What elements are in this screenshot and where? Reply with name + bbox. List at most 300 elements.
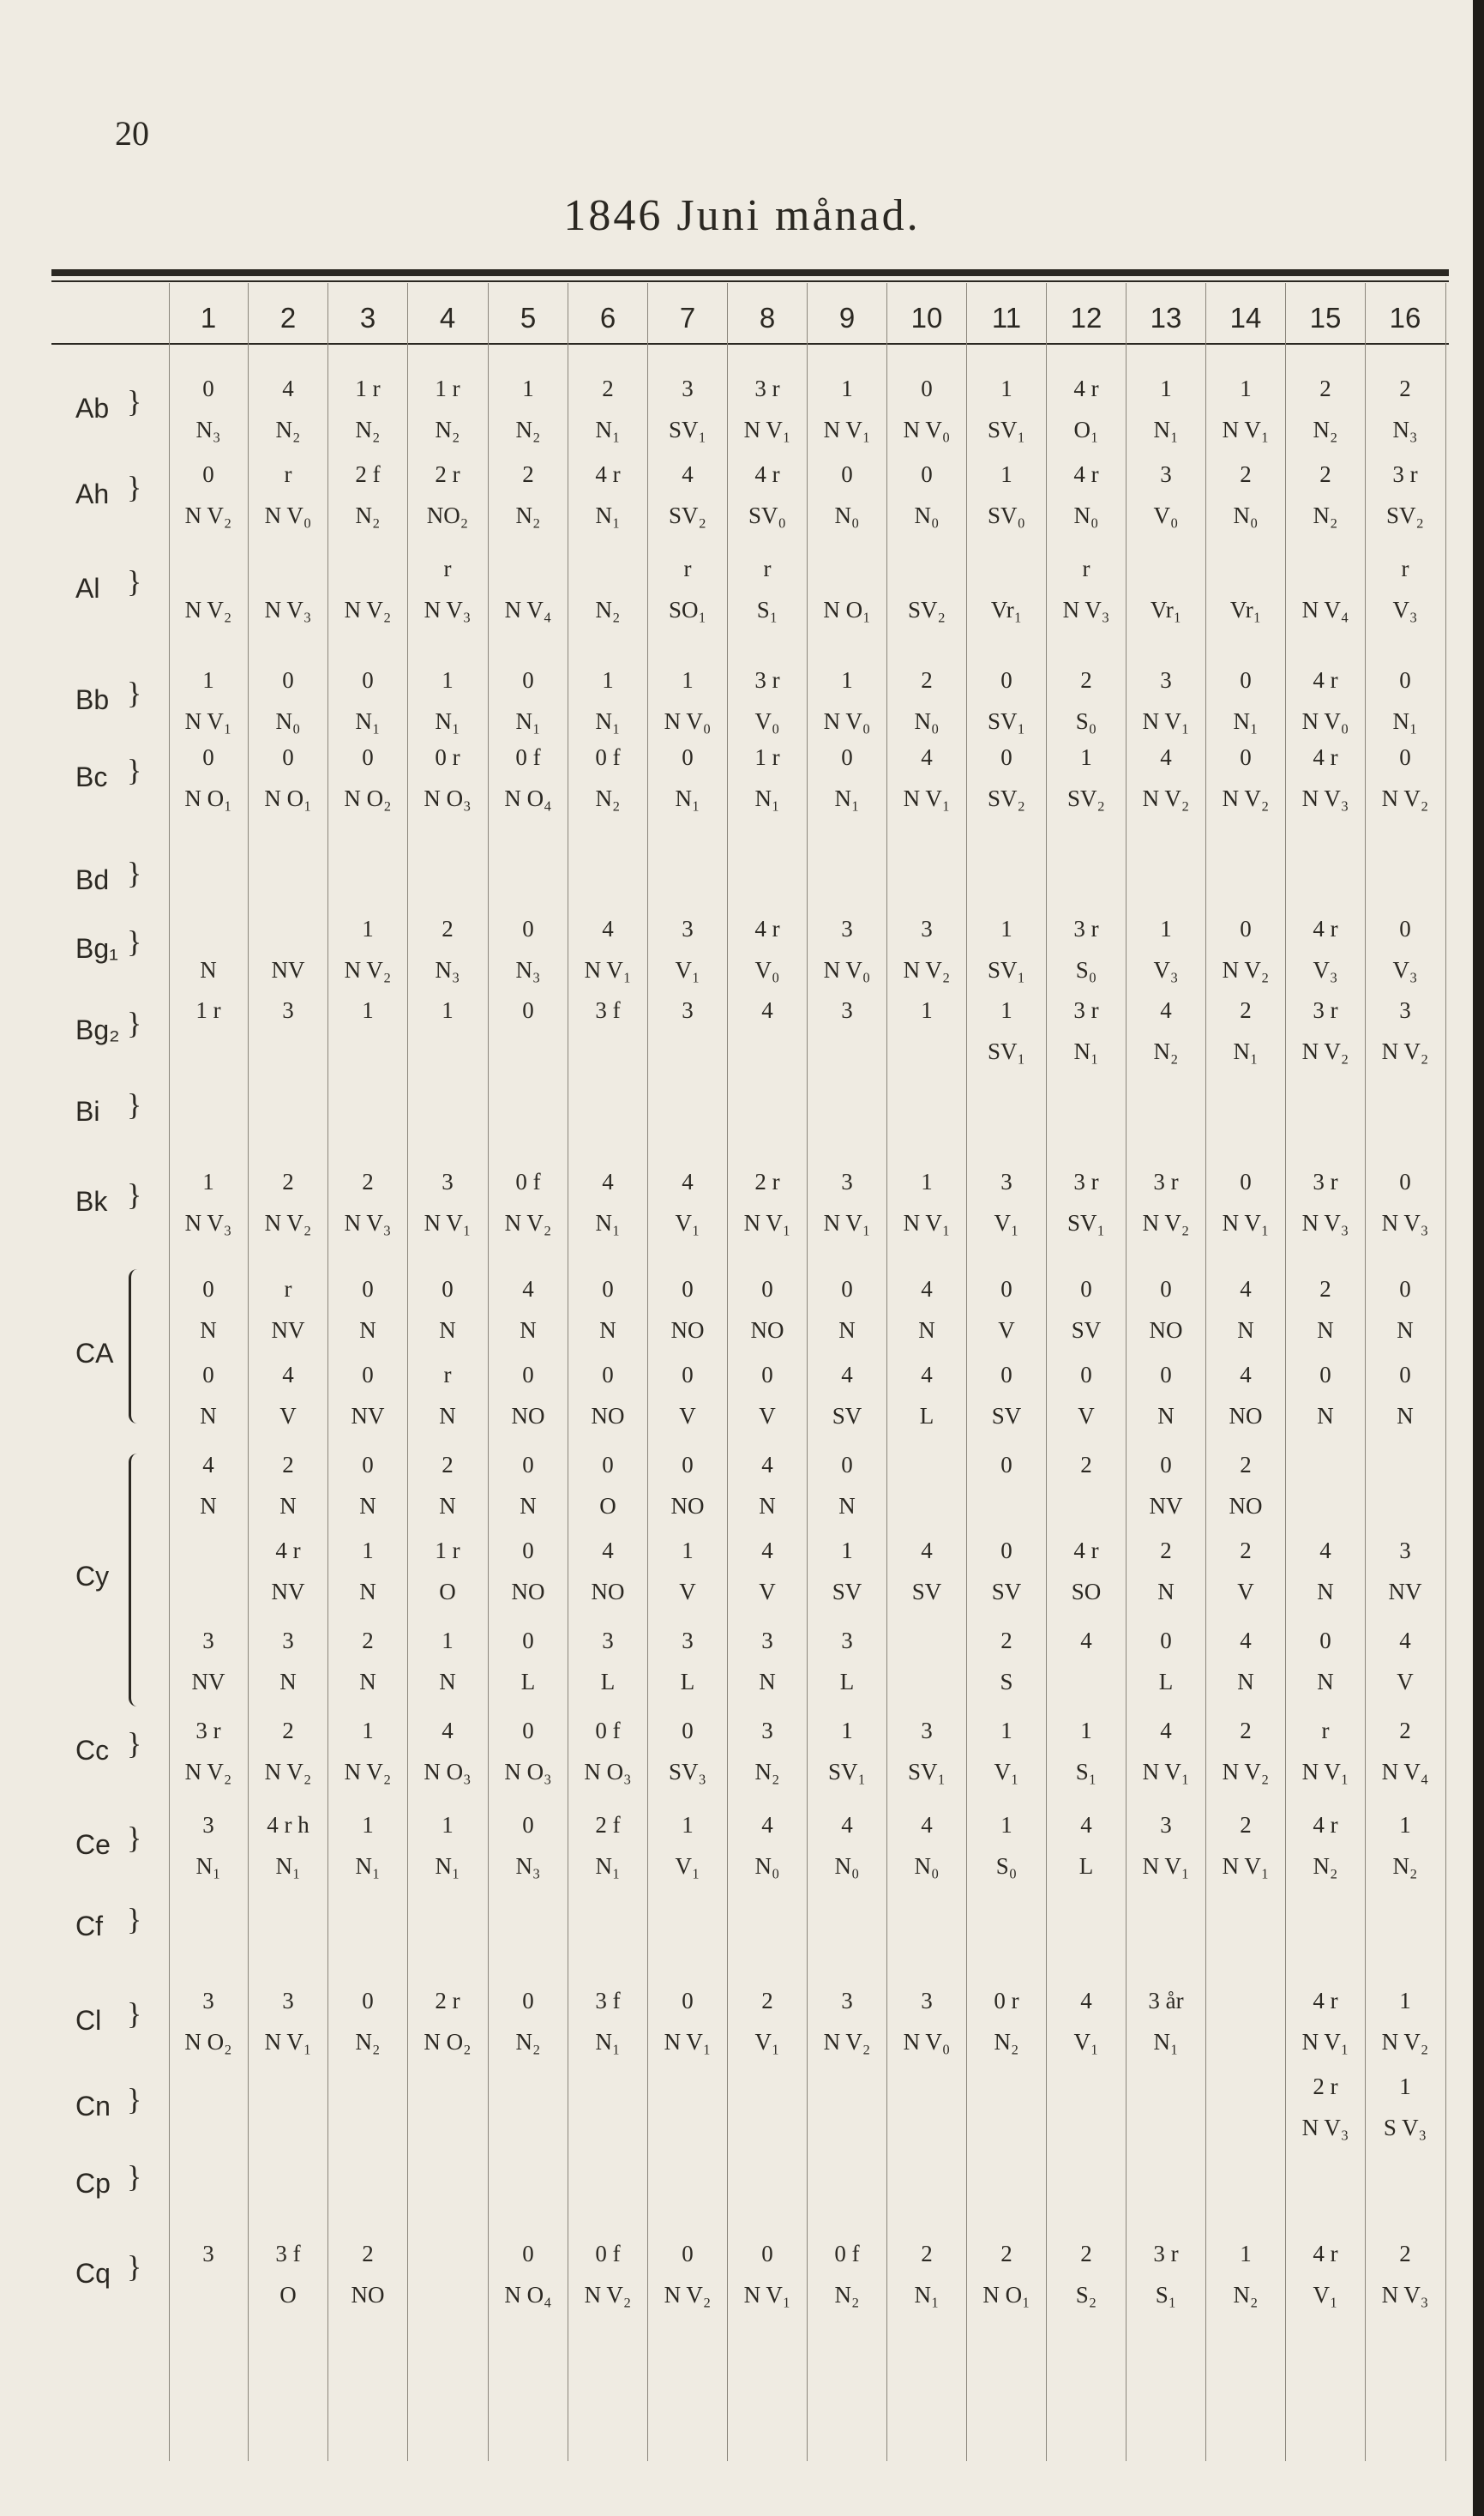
- row-label: Bb: [75, 684, 110, 715]
- row-brace: }: [127, 753, 142, 787]
- cell-wind-value: N₂: [595, 785, 621, 811]
- table-cell: [408, 1539, 487, 1604]
- cell-cloud-value: 4: [1160, 997, 1172, 1023]
- cell-wind-value: N₁: [834, 785, 860, 811]
- row-label: Cy: [75, 1561, 110, 1592]
- cell-cloud-value: 2: [1240, 1812, 1252, 1838]
- table-cell: [249, 918, 327, 982]
- cell-wind-value: N V₄: [1301, 597, 1349, 623]
- table-cell: [808, 2242, 886, 2307]
- table-cell: [328, 1171, 407, 1235]
- table-cell: [967, 1629, 1046, 1694]
- cell-wind-value: N V₃: [1301, 1210, 1349, 1236]
- cell-cloud-value: 2: [921, 2241, 933, 2266]
- cell-wind-value: N V₀: [823, 957, 871, 983]
- table-cell: [249, 1539, 327, 1604]
- cell-cloud-value: [489, 557, 568, 583]
- table-cell: [1366, 1719, 1445, 1784]
- table-cell: [1047, 999, 1126, 1063]
- cell-cloud-value: 3: [282, 1988, 294, 2013]
- table-cell: [328, 918, 407, 982]
- cell-wind-value: N V₀: [264, 503, 312, 528]
- table-cell: [1047, 1814, 1126, 1878]
- table-cell: [728, 377, 807, 442]
- cell-wind-value: V: [759, 1403, 776, 1429]
- table-cell: [887, 669, 966, 733]
- cell-cloud-value: 0: [921, 461, 933, 487]
- row-brace: }: [127, 1821, 142, 1855]
- cell-cloud-value: r: [443, 556, 452, 581]
- table-cell: [489, 669, 568, 733]
- table-cell: [728, 918, 807, 982]
- cell-cloud-value: 2: [1080, 2241, 1092, 2266]
- cell-wind-value: N: [200, 1493, 217, 1519]
- cell-cloud-value: 1: [1000, 1812, 1012, 1838]
- table-cell: [249, 1363, 327, 1428]
- table-cell: [1366, 2075, 1445, 2140]
- cell-wind-value: N: [1317, 1403, 1334, 1429]
- cell-cloud-value: 2: [282, 1718, 294, 1743]
- cell-wind-value: S₀: [1075, 708, 1097, 734]
- table-cell: [1047, 1719, 1126, 1784]
- cell-wind-value: V: [1237, 1579, 1254, 1604]
- cell-cloud-value: [249, 557, 327, 583]
- table-cell: [408, 1454, 487, 1518]
- table-cell: [1047, 2242, 1126, 2307]
- cell-cloud-value: 4: [1080, 1988, 1092, 2013]
- cell-cloud-value: 3 r: [1313, 1169, 1338, 1195]
- cell-cloud-value: 4: [602, 1538, 614, 1563]
- cell-wind-value: N₃: [515, 1853, 541, 1879]
- cell-cloud-value: 4 r: [1313, 667, 1338, 693]
- cell-cloud-value: 4: [1160, 744, 1172, 770]
- cell-wind-value: N₂: [994, 2029, 1019, 2055]
- cell-wind-value: N V₂: [1222, 957, 1270, 983]
- cell-wind-value: L: [919, 1403, 934, 1429]
- cell-wind-value: N: [1317, 1669, 1334, 1694]
- cell-wind-value: SV₁: [908, 1759, 946, 1785]
- cell-wind-value: N V₂: [264, 1210, 312, 1236]
- table-cell: [1286, 918, 1365, 982]
- table-cell: [967, 1719, 1046, 1784]
- cell-cloud-value: 3: [442, 1169, 454, 1195]
- table-cell: [648, 463, 727, 527]
- cell-wind-value: N₂: [1392, 1853, 1418, 1879]
- table-cell: [648, 669, 727, 733]
- cell-cloud-value: 4: [442, 1718, 454, 1743]
- cell-cloud-value: 0: [1240, 667, 1252, 693]
- table-cell: [1286, 2075, 1365, 2140]
- cell-cloud-value: [568, 557, 647, 583]
- table-cell: [328, 557, 407, 622]
- cell-cloud-value: 0: [1240, 1169, 1252, 1195]
- header-rule: [51, 343, 1449, 345]
- cell-wind-value: N V₂: [1222, 1759, 1270, 1785]
- cell-wind-value: O₁: [1073, 417, 1099, 442]
- cell-wind-value: V: [1078, 1403, 1095, 1429]
- cell-cloud-value: 2 r: [754, 1169, 780, 1195]
- cell-wind-value: N₂: [595, 597, 621, 623]
- row-brace: }: [127, 2249, 142, 2284]
- cell-wind-value: S: [1000, 1669, 1013, 1694]
- cell-cloud-value: 4 r: [1073, 1538, 1099, 1563]
- cell-cloud-value: 0: [522, 997, 534, 1023]
- table-cell: [887, 918, 966, 982]
- cell-cloud-value: 3: [682, 1628, 694, 1653]
- cell-cloud-value: 4: [841, 1812, 853, 1838]
- cell-cloud-value: [169, 557, 248, 583]
- table-cell: [489, 746, 568, 810]
- table-cell: [728, 1814, 807, 1878]
- table-cell: [1127, 2242, 1205, 2307]
- cell-cloud-value: 2: [1160, 1538, 1172, 1563]
- table-cell: [169, 669, 248, 733]
- table-cell: [328, 377, 407, 442]
- table-cell: [489, 1814, 568, 1878]
- cell-cloud-value: 3 r: [195, 1718, 221, 1743]
- table-cell: [1286, 1363, 1365, 1428]
- cell-cloud-value: 0 f: [515, 1169, 541, 1195]
- cell-cloud-value: 2: [1399, 1718, 1411, 1743]
- table-cell: [808, 1171, 886, 1235]
- cell-wind-value: N V₃: [344, 1210, 392, 1236]
- cell-wind-value: N: [359, 1317, 376, 1343]
- row-brace: }: [127, 470, 142, 504]
- table-cell: [1286, 463, 1365, 527]
- cell-wind-value: V₁: [994, 1210, 1019, 1236]
- cell-cloud-value: 4 r: [1073, 376, 1099, 401]
- group-brace: [129, 1454, 143, 1706]
- cell-cloud-value: 0: [522, 1628, 534, 1653]
- cell-cloud-value: 2 f: [595, 1812, 621, 1838]
- table-cell: [887, 377, 966, 442]
- cell-cloud-value: 1: [202, 1169, 214, 1195]
- table-cell: [568, 1454, 647, 1518]
- table-cell: [489, 2242, 568, 2307]
- cell-cloud-value: 1: [682, 667, 694, 693]
- cell-cloud-value: 0: [1319, 1362, 1331, 1387]
- table-cell: [169, 918, 248, 982]
- cell-cloud-value: 2: [1399, 376, 1411, 401]
- table-cell: [408, 1278, 487, 1342]
- cell-cloud-value: 3: [841, 1628, 853, 1653]
- table-cell: [648, 1539, 727, 1604]
- cell-wind-value: V₁: [994, 1759, 1019, 1785]
- row-brace: }: [127, 1087, 142, 1122]
- table-cell: [408, 918, 487, 982]
- table-cell: [489, 557, 568, 622]
- table-cell: [169, 746, 248, 810]
- cell-cloud-value: 0 f: [515, 744, 541, 770]
- table-cell: [328, 1629, 407, 1694]
- cell-cloud-value: 4: [522, 1276, 534, 1302]
- table-cell: [489, 1539, 568, 1604]
- cell-wind-value: N V₂: [1381, 785, 1429, 811]
- table-cell: [728, 463, 807, 527]
- table-cell: [408, 999, 487, 1040]
- cell-cloud-value: 2: [602, 376, 614, 401]
- table-cell: [1286, 999, 1365, 1063]
- cell-wind-value: N: [439, 1669, 456, 1694]
- cell-wind-value: N V₂: [184, 1759, 232, 1785]
- table-cell: [648, 1629, 727, 1694]
- cell-cloud-value: 0: [362, 1276, 374, 1302]
- cell-cloud-value: [249, 918, 327, 943]
- table-cell: [1206, 1278, 1285, 1342]
- cell-cloud-value: 1 r: [435, 1538, 460, 1563]
- table-cell: [328, 1539, 407, 1604]
- cell-cloud-value: [1127, 557, 1205, 583]
- cell-cloud-value: 0: [1240, 916, 1252, 942]
- table-cell: [249, 669, 327, 733]
- cell-cloud-value: 3: [682, 997, 694, 1023]
- cell-wind-value: SV₁: [988, 1038, 1025, 1064]
- table-cell: [328, 746, 407, 810]
- cell-cloud-value: 0: [522, 2241, 534, 2266]
- cell-wind-value: N₁: [595, 503, 621, 528]
- table-cell: [1127, 1363, 1205, 1428]
- cell-wind-value: N: [359, 1579, 376, 1604]
- cell-cloud-value: 4 r: [1313, 2241, 1338, 2266]
- table-cell: [887, 1278, 966, 1342]
- cell-cloud-value: 0: [682, 1452, 694, 1478]
- table-cell: [1127, 377, 1205, 442]
- cell-cloud-value: 0: [1080, 1276, 1092, 1302]
- table-cell: [1127, 746, 1205, 810]
- table-cell: [808, 918, 886, 982]
- cell-wind-value: N: [759, 1669, 776, 1694]
- cell-wind-value: N₀: [834, 503, 860, 528]
- table-cell: [1127, 1539, 1205, 1604]
- table-cell: [169, 1629, 248, 1694]
- cell-wind-value: N: [279, 1493, 297, 1519]
- table-cell: [887, 463, 966, 527]
- cell-cloud-value: 1: [1240, 2241, 1252, 2266]
- cell-cloud-value: 3: [282, 1628, 294, 1653]
- row-label: Cq: [75, 2258, 111, 2289]
- cell-wind-value: SO₁: [669, 597, 706, 623]
- cell-cloud-value: 1: [202, 667, 214, 693]
- cell-wind-value: V₀: [754, 957, 780, 983]
- cell-cloud-value: 0: [202, 461, 214, 487]
- cell-cloud-value: 2: [1319, 1276, 1331, 1302]
- cell-cloud-value: 1: [362, 916, 374, 942]
- column-header: 4: [439, 302, 456, 334]
- table-cell: [1206, 1814, 1285, 1878]
- table-cell: [1047, 1629, 1126, 1670]
- table-cell: [1206, 557, 1285, 622]
- table-cell: [1047, 557, 1126, 622]
- table-cell: [887, 2242, 966, 2307]
- cell-wind-value: N O₃: [424, 1759, 472, 1785]
- table-cell: [249, 1989, 327, 2054]
- table-cell: [1127, 1719, 1205, 1784]
- cell-cloud-value: 1: [442, 1628, 454, 1653]
- table-cell: [249, 1814, 327, 1878]
- table-cell: [1286, 1171, 1365, 1235]
- cell-wind-value: N₁: [675, 785, 700, 811]
- cell-cloud-value: 3: [202, 1812, 214, 1838]
- table-cell: [568, 1719, 647, 1784]
- table-cell: [489, 1989, 568, 2054]
- table-cell: [808, 1539, 886, 1604]
- table-cell: [1366, 1363, 1445, 1428]
- cell-cloud-value: 2: [1240, 997, 1252, 1023]
- table-cell: [408, 1989, 487, 2054]
- cell-wind-value: N V₁: [1301, 2029, 1349, 2055]
- table-cell: [1127, 999, 1205, 1063]
- table-cell: [728, 1539, 807, 1604]
- table-cell: [648, 1454, 727, 1518]
- cell-wind-value: N V₀: [903, 417, 951, 442]
- table-cell: [1127, 918, 1205, 982]
- cell-wind-value: L: [1158, 1669, 1174, 1694]
- cell-cloud-value: r: [284, 1276, 292, 1302]
- cell-cloud-value: 4: [282, 376, 294, 401]
- cell-cloud-value: 4: [761, 1538, 773, 1563]
- cell-wind-value: SV: [1071, 1317, 1102, 1343]
- cell-cloud-value: 1: [921, 997, 933, 1023]
- table-cell: [967, 463, 1046, 527]
- table-cell: [887, 1989, 966, 2054]
- cell-wind-value: N₁: [595, 1853, 621, 1879]
- table-cell: [1366, 463, 1445, 527]
- cell-wind-value: N O₃: [504, 1759, 552, 1785]
- table-cell: [808, 1814, 886, 1878]
- cell-wind-value: N: [1157, 1403, 1175, 1429]
- table-cell: [1286, 1539, 1365, 1604]
- cell-wind-value: N: [359, 1669, 376, 1694]
- table-cell: [249, 1171, 327, 1235]
- cell-cloud-value: 0: [1160, 1628, 1172, 1653]
- cell-cloud-value: 3: [1160, 1812, 1172, 1838]
- cell-cloud-value: 4 r: [1313, 916, 1338, 942]
- row-label: Cf: [75, 1911, 103, 1941]
- cell-cloud-value: 0: [202, 1362, 214, 1387]
- cell-wind-value: N V₁: [823, 417, 871, 442]
- cell-cloud-value: 1: [841, 667, 853, 693]
- cell-wind-value: N₁: [1073, 1038, 1099, 1064]
- cell-wind-value: SV₂: [988, 785, 1025, 811]
- cell-wind-value: S₂: [1075, 2282, 1097, 2308]
- cell-wind-value: NO: [1229, 1403, 1263, 1429]
- cell-cloud-value: 2: [1319, 376, 1331, 401]
- cell-wind-value: S V₃: [1383, 2115, 1427, 2140]
- table-cell: [408, 669, 487, 733]
- cell-wind-value: S₁: [1075, 1759, 1097, 1785]
- table-cell: [1366, 1989, 1445, 2054]
- table-cell: [648, 377, 727, 442]
- cell-wind-value: N: [520, 1493, 537, 1519]
- cell-wind-value: N₁: [595, 417, 621, 442]
- table-cell: [1286, 1719, 1365, 1784]
- table-cell: [169, 999, 248, 1040]
- cell-cloud-value: 1: [1000, 1718, 1012, 1743]
- cell-cloud-value: 0: [522, 1718, 534, 1743]
- cell-cloud-value: 3: [1399, 1538, 1411, 1563]
- cell-wind-value: S₀: [995, 1853, 1018, 1879]
- cell-wind-value: N: [1397, 1317, 1414, 1343]
- cell-wind-value: N₁: [355, 1853, 381, 1879]
- table-cell: [967, 746, 1046, 810]
- cell-wind-value: V₃: [1313, 957, 1338, 983]
- cell-wind-value: N: [1317, 1317, 1334, 1343]
- cell-cloud-value: 1: [841, 1718, 853, 1743]
- cell-cloud-value: 0: [602, 1362, 614, 1387]
- table-cell: [1206, 377, 1285, 442]
- cell-wind-value: SV₁: [828, 1759, 866, 1785]
- cell-cloud-value: 0 r: [994, 1988, 1019, 2013]
- cell-wind-value: N V₂: [664, 2282, 712, 2308]
- table-cell: [967, 1989, 1046, 2054]
- cell-cloud-value: [808, 557, 886, 583]
- cell-wind-value: N V₁: [1301, 1759, 1349, 1785]
- cell-cloud-value: 0: [841, 1452, 853, 1478]
- table-cell: [728, 1989, 807, 2054]
- cell-wind-value: N: [838, 1317, 856, 1343]
- cell-cloud-value: 0: [1240, 744, 1252, 770]
- cell-cloud-value: 4: [921, 1812, 933, 1838]
- table-cell: [728, 1629, 807, 1694]
- cell-wind-value: N V₂: [344, 1759, 392, 1785]
- cell-cloud-value: 0: [841, 461, 853, 487]
- cell-wind-value: N V₁: [184, 708, 232, 734]
- cell-cloud-value: 3: [841, 916, 853, 942]
- table-cell: [169, 377, 248, 442]
- column-header: 7: [679, 302, 696, 334]
- cell-wind-value: N₂: [275, 417, 301, 442]
- table-cell: [1366, 2242, 1445, 2307]
- cell-cloud-value: 1: [1000, 376, 1012, 401]
- cell-cloud-value: 0: [1399, 1362, 1411, 1387]
- cell-wind-value: N₂: [1313, 417, 1338, 442]
- table-cell: [408, 1629, 487, 1694]
- table-cell: [728, 557, 807, 622]
- cell-wind-value: NO: [511, 1403, 545, 1429]
- cell-cloud-value: 0 f: [595, 2241, 621, 2266]
- cell-cloud-value: 0: [682, 1988, 694, 2013]
- row-label: Bd: [75, 864, 110, 895]
- table-cell: [1206, 918, 1285, 982]
- table-cell: [169, 463, 248, 527]
- row-brace: }: [127, 1726, 142, 1761]
- cell-cloud-value: 4 r: [754, 461, 780, 487]
- column-header: 6: [599, 302, 616, 334]
- cell-cloud-value: 1: [1240, 376, 1252, 401]
- row-brace: }: [127, 856, 142, 890]
- table-cell: [408, 377, 487, 442]
- table-cell: [328, 1454, 407, 1518]
- cell-cloud-value: 4: [282, 1362, 294, 1387]
- cell-wind-value: N₀: [914, 503, 940, 528]
- table-cell: [1206, 1629, 1285, 1694]
- cell-wind-value: N V₂: [1142, 1210, 1190, 1236]
- group-brace: [129, 1269, 143, 1424]
- cell-wind-value: O: [599, 1493, 616, 1519]
- table-cell: [1047, 1171, 1126, 1235]
- cell-wind-value: N₃: [195, 417, 221, 442]
- cell-wind-value: N V₁: [1222, 417, 1270, 442]
- table-cell: [808, 669, 886, 733]
- column-header: 9: [838, 302, 856, 334]
- cell-wind-value: V₃: [1153, 957, 1179, 983]
- cell-wind-value: N V₁: [664, 2029, 712, 2055]
- table-cell: [1127, 557, 1205, 622]
- cell-cloud-value: 4: [1240, 1276, 1252, 1302]
- cell-cloud-value: 1: [682, 1538, 694, 1563]
- cell-wind-value: N: [1397, 1403, 1414, 1429]
- cell-cloud-value: 1: [362, 997, 374, 1023]
